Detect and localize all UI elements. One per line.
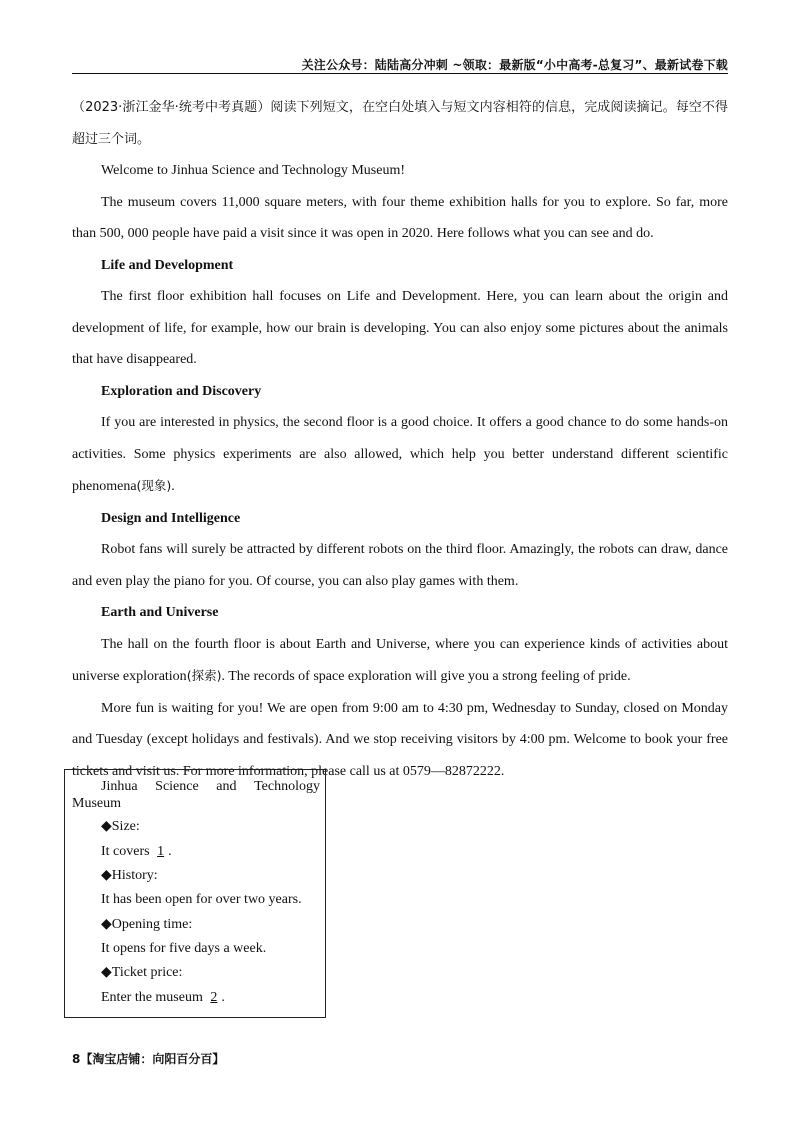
notes-title-word: and [216,779,237,794]
notes-size-period: . [168,844,172,859]
p5-end: . The records of space exploration will give you a strong feeling of pride. [221,669,631,684]
question-intro: （2023·浙江金华·统考中考真题）阅读下列短文，在空白处填入与短文内容相符的信息，完成阅读摘记。每空不得超过三个词。 [72,100,728,147]
notes-ticket-line [101,989,225,1007]
section-heading-life: Life and Development [101,257,234,273]
passage-paragraph-4: Robot fans will surely be attracted by different robots on the third floor. Amazingly, the robots can draw, dance and even play the piano for you. Of course, you can also play games with them. [72,542,728,589]
notes-history-text: It has been open for over two years. [101,892,302,907]
p3-text: If you are interested in physics, the second floor is a good choice. It offers a good chance to do some hands-on activities. Some physics experiments are also allowed, which help you better understand different scientific phenomena [72,415,728,494]
reading-notes-box [64,769,326,1018]
passage-paragraph-3 [72,407,728,503]
notes-title-word: Museum [72,796,121,811]
section-heading-design: Design and Intelligence [101,510,241,526]
header-rule [72,73,728,74]
passage-paragraph-2: The first floor exhibition hall focuses on Life and Development. Here, you can learn about the origin and development of life, for example, how our brain is developing. You can also enjoy some pictures about the animals that have disappeared. [72,289,728,367]
section-heading-earth: Earth and Universe [101,605,219,620]
passage-paragraph-6: More fun is waiting for you! We are open from 9:00 am to 4:30 pm, Wednesday to Sunday, closed on Monday and Tuesday (except holidays and festivals). And we stop receiving visitors by 4:00 pm. Welcome to book your free tickets and visit us. For more information, please call us at 0579—82872222. [72,700,728,779]
notes-opening-text: It opens for five days a week. [101,941,267,956]
passage-paragraph-5 [72,629,728,693]
blank-2[interactable]: 2 [210,990,218,1005]
p5-text: The hall on the fourth floor is about Earth and Universe, where you can experience kinds of activities about universe exploration [72,636,728,684]
passage-paragraph-1: The museum covers 11,000 square meters, with four theme exhibition halls for you to explore. So far, more than 500, 000 people have paid a visit since it was open in 2020. Here follows what you can see and do. [72,194,728,241]
notes-ticket-label: ◆Ticket price: [101,965,183,980]
notes-title [72,778,320,812]
passage-welcome: Welcome to Jinhua Science and Technology Museum! [101,163,406,178]
notes-ticket-text: Enter the museum [101,990,203,1005]
notes-title-word: Jinhua [101,779,138,794]
notes-title-word: Science [155,779,199,794]
p5-gloss: (探索) [186,668,222,683]
p3-gloss: (现象) [136,478,172,493]
notes-history-label: ◆History: [101,868,158,883]
notes-size-label: ◆Size: [101,819,140,834]
notes-size-text: It covers [101,844,150,859]
page-footer: 8【淘宝店铺：向阳百分百】 [72,1052,225,1066]
notes-title-word: Technology [254,779,320,794]
notes-ticket-period: . [221,990,225,1005]
blank-1[interactable]: 1 [157,844,165,859]
page-header: 关注公众号：陆陆高分冲刺 ~领取：最新版“小中高考-总复习”、最新试卷下载 [301,58,728,72]
article-body [72,92,728,787]
notes-size-line [101,843,172,861]
p3-end: . [171,479,175,494]
notes-opening-label: ◆Opening time: [101,917,193,932]
section-heading-exploration: Exploration and Discovery [101,383,262,399]
